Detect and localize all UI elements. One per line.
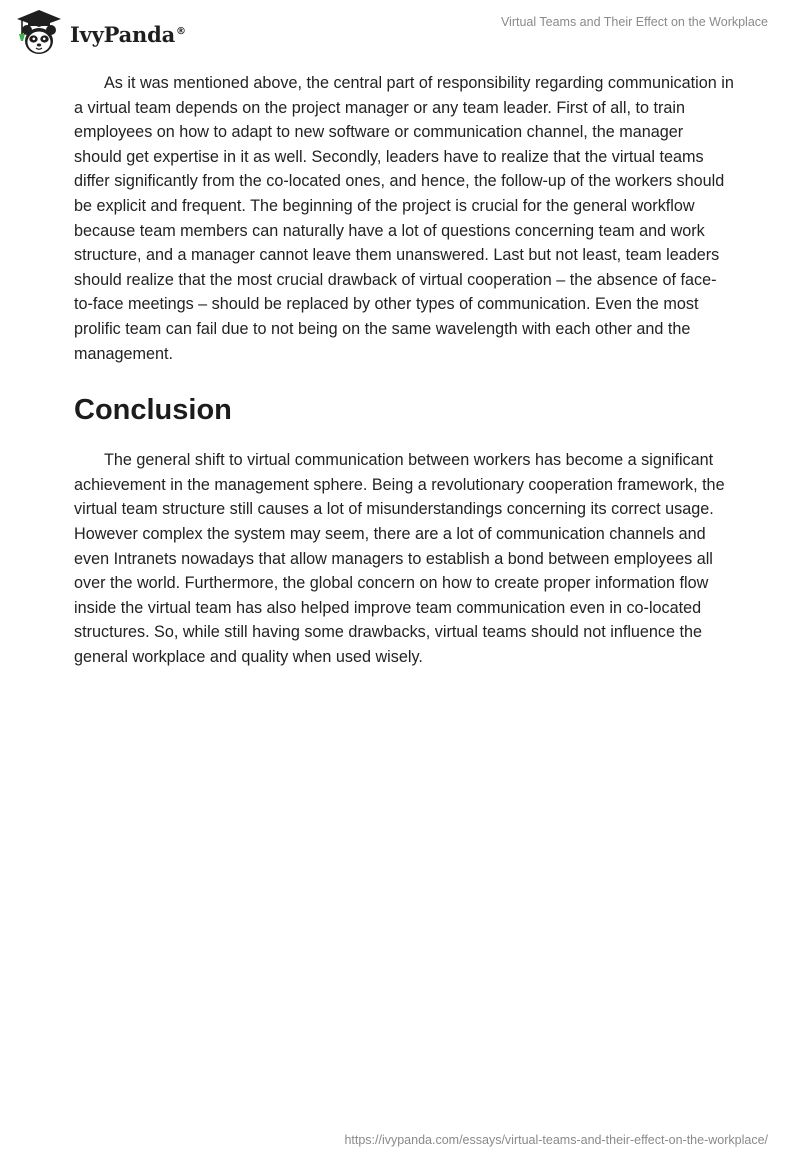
page-header	[0, 0, 800, 70]
conclusion-heading: Conclusion	[74, 394, 232, 427]
conclusion-paragraph: The general shift to virtual communication between workers has become a significant achievement in the management sphere. Being a revolutionary cooperation framework, the virtual team structure still causes a lot of misunderstandings concerning its correct usage. However complex the system may seem, there are a lot of communication channels and even Intranets nowadays that allow managers to establish a bond between employees all over the world. Furthermore, the global concern on how to create proper information flow inside the virtual team has also helped improve team communication even in co-located structures. So, while still having some drawbacks, virtual teams should not influence the general workplace and quality when used wisely.	[74, 451, 725, 666]
essay-content	[74, 71, 734, 669]
source-url[interactable]: https://ivypanda.com/essays/virtual-teams-and-their-effect-on-the-workplace/	[344, 1133, 768, 1147]
logo-wordmark: IvyPanda®	[70, 21, 186, 47]
panda-graduate-icon	[14, 8, 64, 58]
ivypanda-logo[interactable]	[14, 8, 186, 58]
body-paragraph: As it was mentioned above, the central part of responsibility regarding communication in a virtual team depends on the project manager or any team leader. First of all, to train employees on how to adapt to new software or communication channel, the manager should get expertise in it as well. Secondly, leaders have to realize that the virtual teams differ significantly from the co-located ones, and hence, the follow-up of the workers should be explicit and frequent. The beginning of the project is crucial for the general workflow because team members can naturally have a lot of questions concerning team and work structure, and a manager cannot leave them unanswered. Last but not least, team leaders should realize that the most crucial drawback of virtual cooperation – the absence of face-to-face meetings – should be replaced by other types of communication. Even the most prolific team can fail due to not being on the same wavelength with each other and the management.	[74, 74, 734, 363]
registered-mark: ®	[176, 25, 186, 37]
running-title: Virtual Teams and Their Effect on the Workplace	[500, 15, 768, 29]
